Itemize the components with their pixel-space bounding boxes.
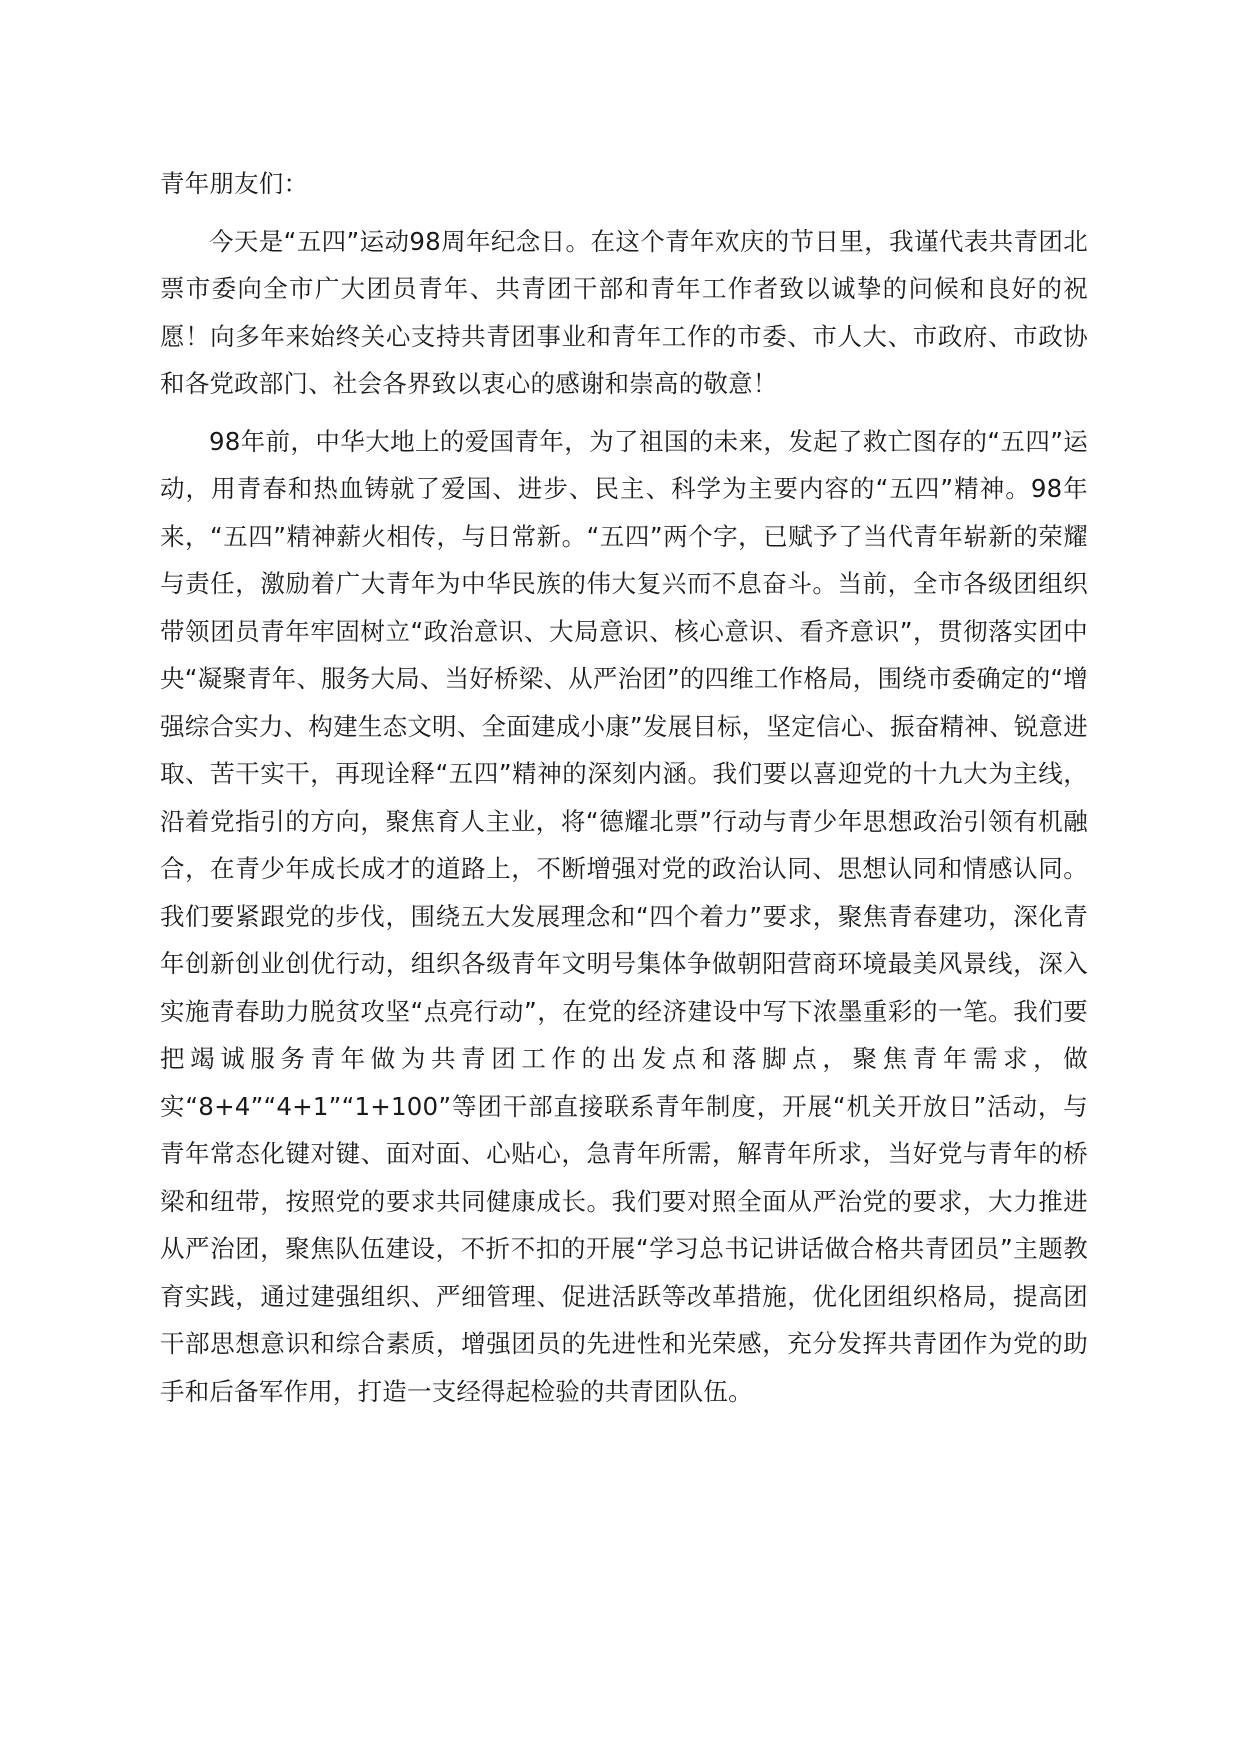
salutation: 青年朋友们： [160, 169, 309, 198]
paragraph-1: 今天是“五四”运动98周年纪念日。在这个青年欢庆的节日里，我谨代表共青团北票市委向全市广大团员青年、共青团干部和青年工作者致以诚挚的问候和良好的祝愿！向多年来始终关心支持共青团事业和青年工作的市委、市人大、市政府、市政协和各党政部门、社会各界致以衷心的感谢和崇高的敬意！ [160, 226, 1088, 398]
paragraph-2: 98年前，中华大地上的爱国青年，为了祖国的未来，发起了救亡图存的“五四”运动，用青春和热血铸就了爱国、进步、民主、科学为主要内容的“五四”精神。98年来，“五四”精神薪火相传，与日常新。“五四”两个字，已赋予了当代青年崭新的荣耀与责任，激励着广大青年为中华民族的伟大复兴而不息奋斗。当前，全市各级团组织带领团员青年牢固树立“政治意识、大局意识、核心意识、看齐意识”，贯彻落实团中央“凝聚青年、服务大局、当好桥梁、从严治团”的四维工作格局，围绕市委确定的“增强综合实力、构建生态文明、全面建成小康”发展目标，坚定信心、振奋精神、锐意进取、苦干实干，再现诠释“五四”精神的深刻内涵。我们要以喜迎党的十九大为主线，沿着党指引的方向，聚焦育人主业，将“德耀北票”行动与青少年思想政治引领有机融合，在青少年成长成才的道路上，不断增强对党的政治认同、思想认同和情感认同。我们要紧跟党的步伐，围绕五大发展理念和“四个着力”要求，聚焦青春建功，深化青年创新创业创优行动，组织各级青年文明号集体争做朝阳营商环境最美风景线，深入实施青春助力脱贫攻坚“点亮行动”，在党的经济建设中写下浓墨重彩的一笔。我们要把竭诚服务青年做为共青团工作的出发点和落脚点，聚焦青年需求，做实“8+4”“4+1”“1+100”等团干部直接联系青年制度，开展“机关开放日”活动，与青年常态化键对键、面对面、心贴心，急青年所需，解青年所求，当好党与青年的桥梁和纽带，按照党的要求共同健康成长。我们要对照全面从严治党的要求，大力推进从严治团，聚焦队伍建设，不折不扣的开展“学习总书记讲话做合格共青团员”主题教育实践，通过建强组织、严细管理、促进活跃等改革措施，优化团组织格局，提高团干部思想意识和综合素质，增强团员的先进性和光荣感，充分发挥共青团作为党的助手和后备军作用，打造一支经得起检验的共青团队伍。 [160, 426, 1088, 1406]
document-page [160, 160, 1088, 1425]
